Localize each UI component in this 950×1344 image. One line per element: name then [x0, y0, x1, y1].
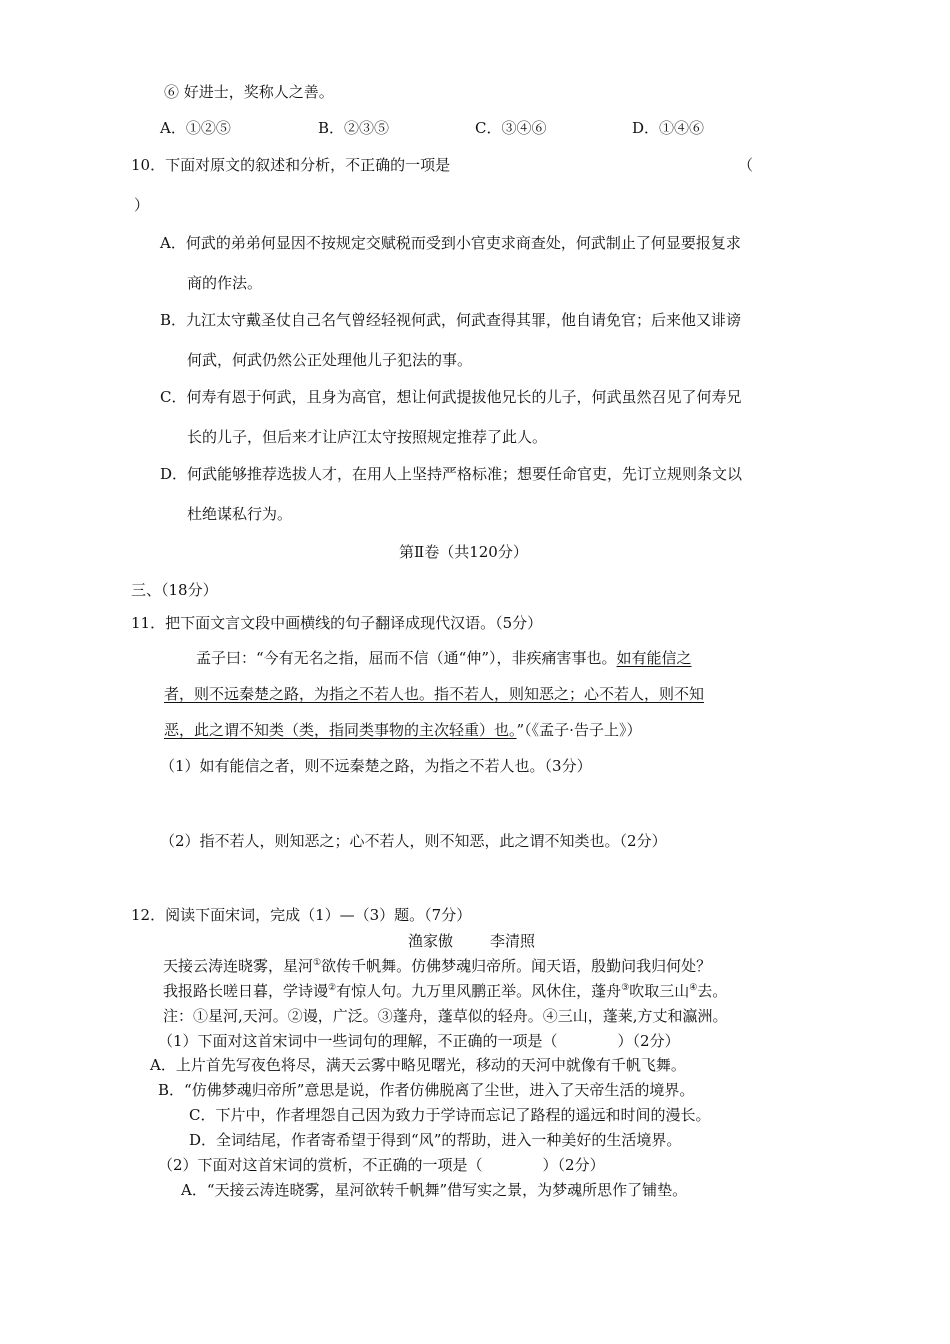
poem-line-1 [163, 956, 711, 976]
footnote-marker: ③ [621, 983, 630, 993]
q11-passage-line3 [164, 720, 641, 740]
q9-option-c: C．③④⑥ [475, 119, 547, 137]
q10-option-c-line2: 长的儿子，但后来才让庐江太守按照规定推荐了此人。 [187, 428, 548, 446]
q11-stem: 11．把下面文言文段中画横线的句子翻译成现代汉语。（5分） [131, 614, 543, 632]
q9-option-d: D．①④⑥ [632, 119, 705, 137]
q12-stem: 12．阅读下面宋词，完成（1）—（3）题。（7分） [131, 906, 472, 924]
section-3-heading: 三、（18分） [131, 581, 218, 599]
q10-option-b-line1: B．九江太守戴圣仗自己名气曾经轻视何武，何武查得其罪，他自请免官；后来他又诽谤 [160, 311, 742, 329]
poem-line-2 [163, 981, 727, 1001]
q11-passage-text: 孟子曰：“今有无名之指，屈而不信（通“伸”），非疾痛害事也。 [196, 649, 617, 667]
q12-sub2: （2）下面对这首宋词的赏析，不正确的一项是（ ）（2分） [158, 1156, 605, 1174]
poem-text: 天接云涛连晓雾，星河 [163, 957, 314, 975]
q10-option-d-line2: 杜绝谋私行为。 [187, 505, 293, 523]
q10-option-b-line2: 何武，何武仍然公正处理他儿子犯法的事。 [187, 351, 473, 369]
q12-sub2-option-a: A．“天接云涛连晓雾，星河欲转千帆舞”借写实之景，为梦魂所思作了铺垫。 [181, 1181, 688, 1199]
part2-title: 第Ⅱ卷（共120分） [399, 543, 528, 561]
footnote-marker: ① [313, 958, 322, 968]
q11-passage-line1 [196, 648, 692, 668]
footnote-marker: ④ [689, 983, 698, 993]
q12-sub1-option-a: A．上片首先写夜色将尽，满天云雾中略见曙光，移动的天河中就像有千帆飞舞。 [150, 1056, 686, 1074]
q11-sub2: （2）指不若人，则知恶之；心不若人，则不知恶，此之谓不知类也。（2分） [160, 832, 667, 850]
q9-option-b: B．②③⑤ [318, 119, 390, 137]
q11-passage-line2 [164, 684, 704, 704]
poem-author: 李清照 [490, 932, 536, 950]
poem-note: 注：①星河,天河。②谩，广泛。③蓬舟，蓬草似的轻舟。④三山，蓬莱,方丈和瀛洲。 [163, 1007, 728, 1025]
q10-option-d-line1: D．何武能够推荐选拔人才，在用人上坚持严格标准；想要任命官吏，先订立规则条文以 [160, 465, 743, 483]
q10-option-c-line1: C．何寿有恩于何武，且身为高官，想让何武提拔他兄长的儿子，何武虽然召见了何寿兄 [160, 388, 742, 406]
poem-title: 渔家傲 [408, 932, 454, 950]
q10-paren-close: ） [134, 196, 150, 214]
q11-underlined-text: 恶，此之谓不知类（类，指同类事物的主次轻重）也。 [164, 721, 517, 739]
q12-sub1: （1）下面对这首宋词中一些词句的理解，不正确的一项是（ ）（2分） [158, 1032, 680, 1050]
q10-stem: 10．下面对原文的叙述和分析，不正确的一项是 [131, 156, 451, 174]
poem-text: 去。 [697, 982, 728, 1000]
footnote-marker: ② [328, 983, 337, 993]
q11-underlined-text: 者，则不远秦楚之路，为指之不若人也。指不若人，则知恶之；心不若人，则不知 [164, 685, 705, 703]
q11-source: ”（《孟子·告子上》） [516, 721, 642, 739]
q12-sub1-option-d: D．全词结尾，作者寄希望于得到“风”的帮助，进入一种美好的生活境界。 [189, 1131, 682, 1149]
q12-sub1-option-b: B．“仿佛梦魂归帝所”意思是说，作者仿佛脱离了尘世，进入了天帝生活的境界。 [158, 1081, 695, 1099]
poem-text: 吹取三山 [629, 982, 690, 1000]
q10-paren-open: （ [738, 156, 754, 174]
q9-item-6: ⑥ 好进士，奖称人之善。 [164, 83, 334, 101]
q12-sub1-option-c: C．下片中，作者埋怨自己因为致力于学诗而忘记了路程的遥远和时间的漫长。 [189, 1106, 711, 1124]
q10-option-a-line1: A．何武的弟弟何显因不按规定交赋税而受到小官吏求商查处，何武制止了何显要报复求 [160, 234, 741, 252]
poem-text: 有惊人句。九万里风鹏正举。风休住，蓬舟 [336, 982, 622, 1000]
poem-text: 欲传千帆舞。仿佛梦魂归帝所。闻天语，殷勤问我归何处？ [321, 957, 712, 975]
q10-option-a-line2: 商的作法。 [187, 274, 263, 292]
q11-underlined-text: 如有能信之 [616, 649, 692, 667]
q9-option-a: A．①②⑤ [160, 119, 231, 137]
q11-sub1: （1）如有能信之者，则不远秦楚之路，为指之不若人也。（3分） [160, 757, 592, 775]
poem-text: 我报路长嗟日暮，学诗谩 [163, 982, 329, 1000]
